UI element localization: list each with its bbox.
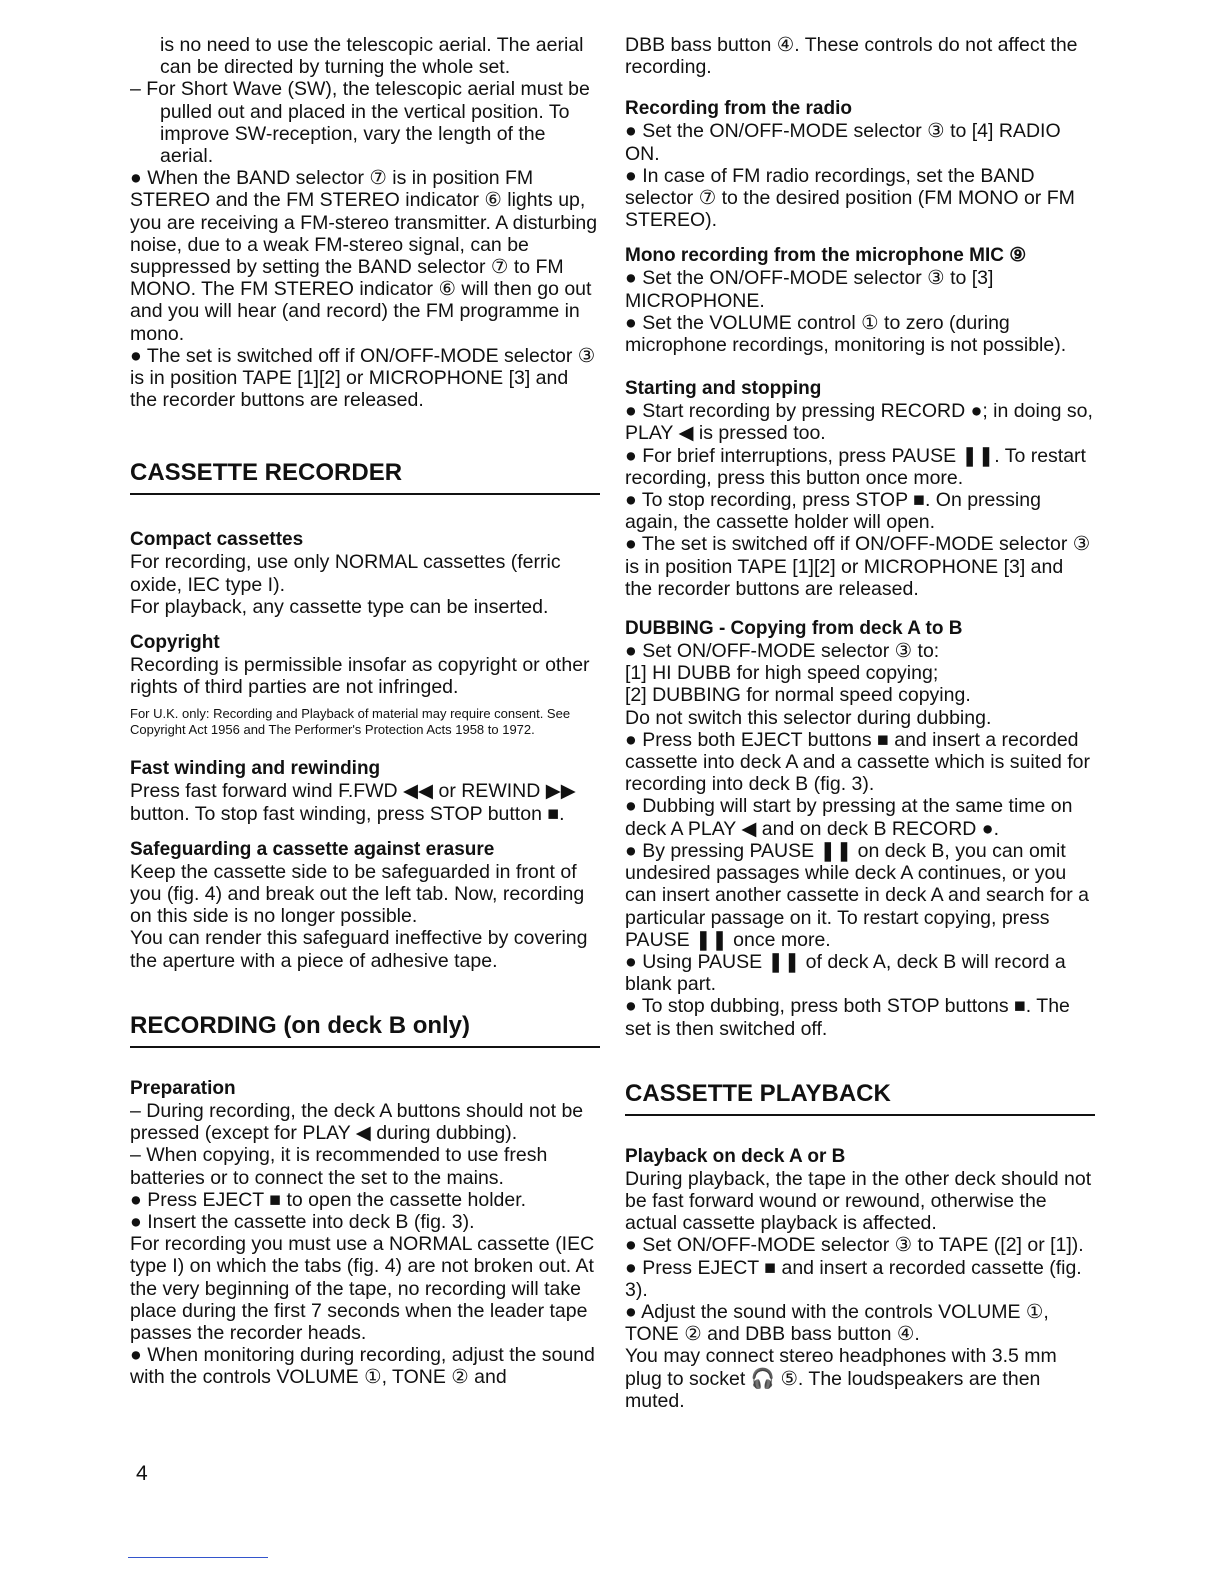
paragraph: For recording you must use a NORMAL cassette (IEC type I) on which the tabs (fig. 4) are not broken out. At the very beginning of the tape, no recording will take place during the first 7 seconds when the leader tape passes the recorder heads. xyxy=(130,1233,595,1344)
paragraph: For playback, any cassette type can be inserted. xyxy=(130,595,549,618)
paragraph: – For Short Wave (SW), the telescopic aerial must be pulled out and placed in the vertical position. To improve SW-reception, vary the length of the aerial. xyxy=(130,78,590,168)
paragraph: – When copying, it is recommended to use fresh batteries or to connect the set to the mains. xyxy=(130,1144,548,1189)
paragraph: ● To stop dubbing, press both STOP buttons ■. The set is then switched off. xyxy=(625,995,1070,1040)
paragraph: ● Press EJECT ■ to open the cassette holder. xyxy=(130,1188,527,1211)
paragraph: ● Set ON/OFF-MODE selector ③ to: xyxy=(625,640,940,663)
paragraph: ● The set is switched off if ON/OFF-MODE selector ③ is in position TAPE [1][2] or MICROPHONE [3] and the recorder buttons are released. xyxy=(130,344,596,412)
subheading: Starting and stopping xyxy=(625,378,822,400)
paragraph: – During recording, the deck A buttons should not be pressed (except for PLAY ◀ during dubbing). xyxy=(130,1099,584,1145)
subheading: Preparation xyxy=(130,1077,236,1099)
paragraph: Press fast forward wind F.FWD ◀◀ or REWIND ▶▶ button. To stop fast winding, press STOP button ■. xyxy=(130,780,576,825)
subheading: Copyright xyxy=(130,632,220,654)
paragraph: [2] DUBBING for normal speed copying. xyxy=(625,684,971,707)
paragraph: ● When monitoring during recording, adjust the sound with the controls VOLUME ①, TONE ② and xyxy=(130,1344,595,1389)
uk-note: For U.K. only: Recording and Playback of material may require consent. See Copyright Act 1956 and The Performer's Protection Acts 1958 to 1972. xyxy=(130,706,571,738)
paragraph: ● Press both EJECT buttons ■ and insert a recorded cassette into deck A and a cassette which is suited for recording into deck B (fig. 3). xyxy=(625,728,1091,796)
paragraph: [1] HI DUBB for high speed copying; xyxy=(625,662,939,685)
paragraph: ● Adjust the sound with the controls VOLUME ①, TONE ② and DBB bass button ④. xyxy=(625,1300,1049,1346)
subheading: Playback on deck A or B xyxy=(625,1145,846,1167)
scan-artifact-line xyxy=(128,1557,268,1558)
paragraph: ● The set is switched off if ON/OFF-MODE selector ③ is in position TAPE [1][2] or MICROPHONE [3] and the recorder buttons are released. xyxy=(625,533,1091,600)
paragraph: ● When the BAND selector ⑦ is in position FM STEREO and the FM STEREO indicator ⑥ lights up, you are receiving a FM-stereo transmitter. A disturbing noise, due to a weak FM-stereo signal, can be suppressed by setting the BAND selector ⑦ to FM MONO. The FM STEREO indicator ⑥ will then go out and you will hear (and record) the FM programme in mono. xyxy=(130,167,598,345)
paragraph: ● Set the ON/OFF-MODE selector ③ to [3] MICROPHONE. xyxy=(625,267,994,312)
paragraph: ● Set ON/OFF-MODE selector ③ to TAPE ([2] or [1]). xyxy=(625,1234,1084,1257)
left-column xyxy=(130,34,600,1389)
paragraph: You can render this safeguard ineffective by covering the aperture with a piece of adhesive tape. xyxy=(130,927,588,972)
subheading: DUBBING - Copying from deck A to B xyxy=(625,618,963,640)
right-column xyxy=(625,34,1095,1412)
paragraph: ● Start recording by pressing RECORD ●; in doing so, PLAY ◀ is pressed too. xyxy=(625,400,1093,445)
paragraph: ● Dubbing will start by pressing at the same time on deck A PLAY ◀ and on deck B RECORD ●. xyxy=(625,795,1073,840)
paragraph: ● In case of FM radio recordings, set the BAND selector ⑦ to the desired position (FM MONO or FM STEREO). xyxy=(625,164,1075,232)
paragraph: ● Set the ON/OFF-MODE selector ③ to [4] RADIO ON. xyxy=(625,120,1061,165)
paragraph: ● For brief interruptions, press PAUSE ❚❚. To restart recording, press this button once more. xyxy=(625,444,1086,489)
section-heading: CASSETTE RECORDER xyxy=(130,459,600,495)
paragraph: is no need to use the telescopic aerial. The aerial can be directed by turning the whole set. xyxy=(160,34,584,79)
page-number: 4 xyxy=(136,1462,148,1485)
paragraph: You may connect stereo headphones with 3.5 mm plug to socket 🎧 ⑤. The loudspeakers are then muted. xyxy=(625,1345,1057,1412)
subheading: Recording from the radio xyxy=(625,98,852,120)
paragraph: ● Set the VOLUME control ① to zero (during microphone recordings, monitoring is not possible). xyxy=(625,311,1067,357)
paragraph: Do not switch this selector during dubbing. xyxy=(625,706,992,729)
subheading: Safeguarding a cassette against erasure xyxy=(130,838,495,860)
paragraph: ● Press EJECT ■ and insert a recorded cassette (fig. 3). xyxy=(625,1256,1082,1301)
paragraph: DBB bass button ④. These controls do not affect the recording. xyxy=(625,34,1078,79)
subheading: Fast winding and rewinding xyxy=(130,758,381,780)
paragraph: During playback, the tape in the other deck should not be fast forward wound or rewound, otherwise the actual cassette playback is affected. xyxy=(625,1167,1092,1235)
paragraph: ● Insert the cassette into deck B (fig. 3). xyxy=(130,1210,475,1233)
section-heading: CASSETTE PLAYBACK xyxy=(625,1080,1095,1116)
paragraph: ● To stop recording, press STOP ■. On pressing again, the cassette holder will open. xyxy=(625,489,1041,534)
paragraph: Keep the cassette side to be safeguarded in front of you (fig. 4) and break out the left tab. Now, recording on this side is no longer possible. xyxy=(130,860,585,928)
paragraph: For recording, use only NORMAL cassettes (ferric oxide, IEC type I). xyxy=(130,551,561,596)
paragraph: ● Using PAUSE ❚❚ of deck A, deck B will record a blank part. xyxy=(625,950,1066,996)
paragraph: Recording is permissible insofar as copyright or other rights of third parties are not infringed. xyxy=(130,654,590,699)
subheading: Mono recording from the microphone MIC ⑨ xyxy=(625,245,1027,267)
subheading: Compact cassettes xyxy=(130,529,304,551)
section-heading: RECORDING (on deck B only) xyxy=(130,1012,600,1048)
paragraph: ● By pressing PAUSE ❚❚ on deck B, you can omit undesired passages while deck A continues, or you can insert another cassette in deck A and search for a particular passage on it. To restart copying, press PAUSE ❚❚ once more. xyxy=(625,839,1089,951)
